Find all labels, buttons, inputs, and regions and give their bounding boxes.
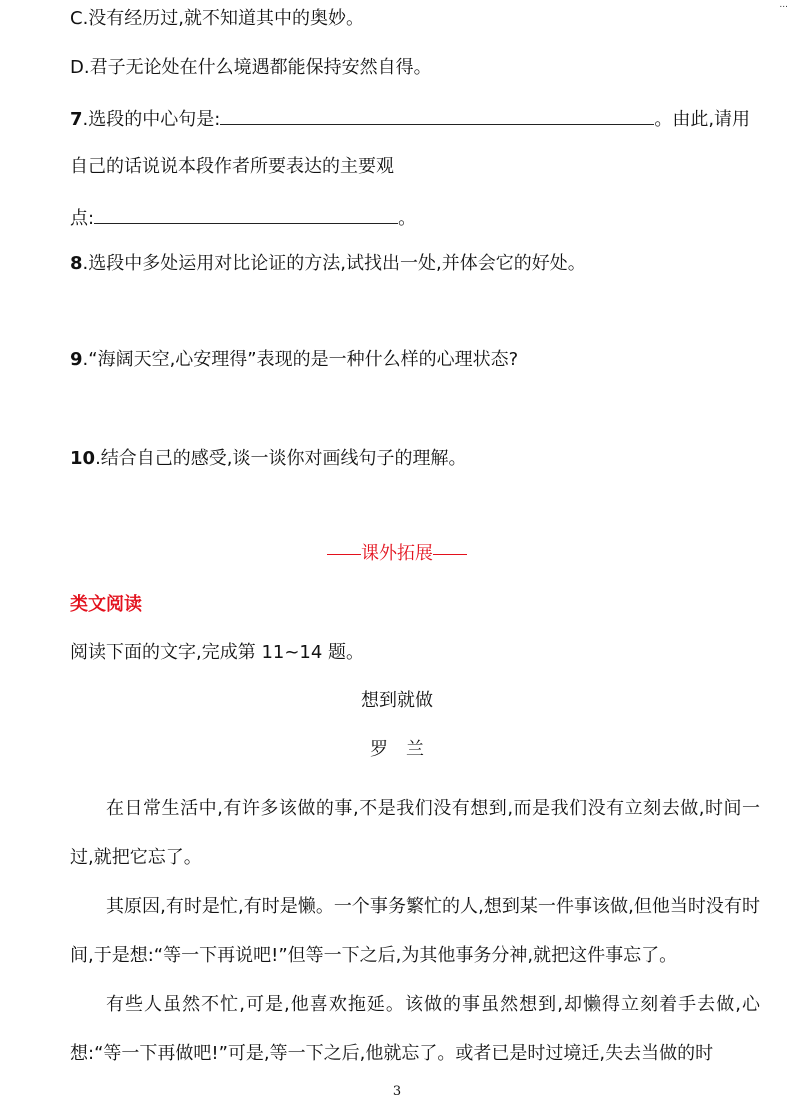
article-paragraph-1 [70,784,760,882]
article-title: 想到就做 [361,690,433,711]
heading-rule-left [327,554,361,555]
article-paragraph-2 [70,882,760,980]
question-7-text-c: 点: [70,208,95,229]
answer-blank-central-sentence[interactable] [220,104,654,125]
section-title: 课外拓展 [361,543,433,564]
question-9 [70,347,518,373]
heading-rule-right [433,554,467,555]
section-heading [0,541,794,567]
question-7-text-d: 。 [398,208,417,229]
question-7-line-1 [70,104,750,133]
paragraph-2-text: 其原因,有时是忙,有时是懒。一个事务繁忙的人,想到某一件事该做,但他当时没有时间,于是想:“等一下再说吧!”但等一下之后,为其他事务分神,就把这件事忘了。 [70,896,760,966]
article-paragraph-3 [70,980,760,1078]
reading-instruction: 阅读下面的文字,完成第 11~14 题。 [70,642,365,663]
question-10 [70,446,467,472]
answer-blank-main-view[interactable] [94,203,398,224]
question-8 [70,251,586,277]
question-7-line-2: 自己的话说说本段作者所要表达的主要观 [70,156,394,177]
question-10-text: .结合自己的感受,谈一谈你对画线句子的理解。 [95,448,467,469]
question-8-text: .选段中多处运用对比论证的方法,试找出一处,并体会它的好处。 [82,253,586,274]
question-9-text: .“海阔天空,心安理得”表现的是一种什么样的心理状态? [82,349,519,370]
question-9-number: 9 [70,349,83,370]
question-7-line-3 [70,203,416,232]
question-10-number: 10 [70,448,96,469]
section-subtitle: 类文阅读 [70,594,142,615]
paragraph-3-text: 有些人虽然不忙,可是,他喜欢拖延。该做的事虽然想到,却懒得立刻着手去做,心想:“等一下再做吧!”可是,等一下之后,他就忘了。或者已是时过境迁,失去当做的时 [70,994,760,1064]
question-7-number: 7 [70,109,83,130]
page-number: 3 [392,1084,402,1099]
question-7-text-b: 。由此,请用 [654,109,751,130]
article-author: 罗 兰 [370,739,424,760]
question-8-number: 8 [70,253,83,274]
question-7-text-a: .选段的中心句是: [82,109,221,130]
option-c: C.没有经历过,就不知道其中的奥妙。 [70,8,365,29]
option-d: D.君子无论处在什么境遇都能保持安然自得。 [70,57,432,78]
paragraph-1-text: 在日常生活中,有许多该做的事,不是我们没有想到,而是我们没有立刻去做,时间一过,就把它忘了。 [70,798,760,868]
corner-mark: ... [779,0,788,10]
